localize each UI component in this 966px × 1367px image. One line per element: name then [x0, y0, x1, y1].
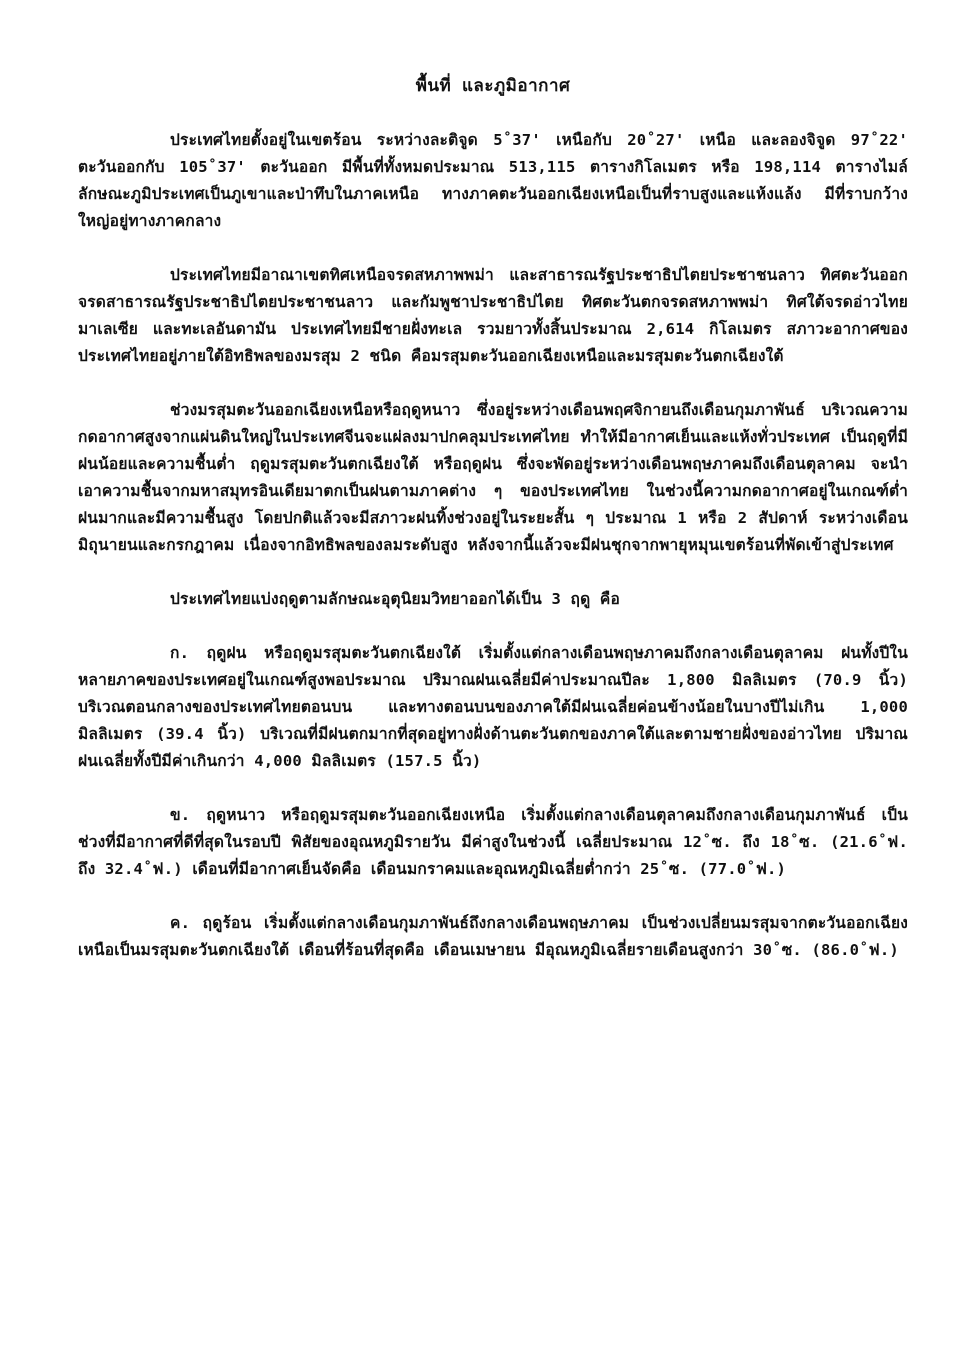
paragraph-monsoons: ช่วงมรสุมตะวันออกเฉียงเหนือหรือฤดูหนาว ซึ่งอยู่ระหว่างเดือนพฤศจิกายนถึงเดือนกุมภาพันธ์ บริเวณความกดอากาศสูงจากแผ่นดินใหญ่ในประเทศจีนจะแผ่ลงมาปกคลุมประเทศไทย ทำให้มีอากาศเย็นและแห้งทั่วประเทศ เป็นฤดูที่มีฝนน้อยและความชื้นต่ำ ฤดูมรสุมตะวันตกเฉียงใต้ หรือฤดูฝน ซึ่งจะพัดอยู่ระหว่างเดือนพฤษภาคมถึงเดือนตุลาคม จะนำเอาความชื้นจากมหาสมุทรอินเดียมาตกเป็นฝนตามภาคต่าง ๆ ของประเทศไทย ในช่วงนี้ความกดอากาศอยู่ในเกณฑ์ต่ำ ฝนมากและมีความชื้นสูง โดยปกติแล้วจะมีสภาวะฝนทิ้งช่วงอยู่ในระยะสั้น ๆ ประมาณ 1 หรือ 2 สัปดาห์ ระหว่างเดือนมิถุนายนและกรกฎาคม เนื่องจากอิทธิพลของลมระดับสูง หลังจากนี้แล้วจะมีฝนชุกจากพายุหมุนเขตร้อนที่พัดเข้าสู่ประเทศ — [78, 401, 908, 554]
document-title: พื้นที่ และภูมิอากาศ — [415, 76, 571, 96]
paragraph-location: ประเทศไทยตั้งอยู่ในเขตร้อน ระหว่างละติจูด 5˚37' เหนือกับ 20˚27' เหนือ และลองจิจูด 97˚22' ตะวันออกกับ 105˚37' ตะวันออก มีพื้นที่ทั้งหมดประมาณ 513,115 ตารางกิโลเมตร หรือ 198,114 ตารางไมล์ ลักษณะภูมิประเทศเป็นภูเขาและป่าทึบในภาคเหนือ ทางภาคตะวันออกเฉียงเหนือเป็นที่ราบสูงและแห้งแล้ง มีที่ราบกว้างใหญ่อยู่ทางภาคกลาง — [78, 131, 908, 230]
season-rainy: ก. ฤดูฝน หรือฤดูมรสุมตะวันตกเฉียงใต้ เริ่มตั้งแต่กลางเดือนพฤษภาคมถึงกลางเดือนตุลาคม ฝนทั้งปีในหลายภาคของประเทศอยู่ในเกณฑ์สูงพอประมาณ ปริมาณฝนเฉลี่ยมีค่าประมาณปีละ 1,800 มิลลิเมตร (70.9 นิ้ว) บริเวณตอนกลางของประเทศไทยตอนบน และทางตอนบนของภาคใต้มีฝนเฉลี่ยค่อนข้างน้อยในบางปีไม่เกิน 1,000 มิลลิเมตร (39.4 นิ้ว) บริเวณที่มีฝนตกมากที่สุดอยู่ทางฝั่งด้านตะวันตกของภาคใต้และตามชายฝั่งของอ่าวไทย ปริมาณฝนเฉลี่ยทั้งปีมีค่าเกินกว่า 4,000 มิลลิเมตร (157.5 นิ้ว) — [78, 644, 908, 770]
paragraph-borders: ประเทศไทยมีอาณาเขตทิศเหนือจรดสหภาพพม่า และสาธารณรัฐประชาธิปไตยประชาชนลาว ทิศตะวันออกจรดสาธารณรัฐประชาธิปไตยประชาชนลาว และกัมพูชาประชาธิปไตย ทิศตะวันตกจรดสหภาพพม่า ทิศใต้จรดอ่าวไทย มาเลเซีย และทะเลอันดามัน ประเทศไทยมีชายฝั่งทะเล รวมยาวทั้งสิ้นประมาณ 2,614 กิโลเมตร สภาวะอากาศของประเทศไทยอยู่ภายใต้อิทธิพลของมรสุม 2 ชนิด คือมรสุมตะวันออกเฉียงเหนือและมรสุมตะวันตกเฉียงใต้ — [78, 266, 908, 365]
paragraph-seasons-intro: ประเทศไทยแบ่งฤดูตามลักษณะอุตุนิยมวิทยาออกได้เป็น 3 ฤดู คือ — [170, 590, 621, 608]
season-winter: ข. ฤดูหนาว หรือฤดูมรสุมตะวันออกเฉียงเหนือ เริ่มตั้งแต่กลางเดือนตุลาคมถึงกลางเดือนกุมภาพันธ์ เป็นช่วงที่มีอากาศที่ดีที่สุดในรอบปี พิสัยของอุณหภูมิรายวัน มีค่าสูงในช่วงนี้ เฉลี่ยประมาณ 12˚ซ. ถึง 18˚ซ. (21.6˚ฟ. ถึง 32.4˚ฟ.) เดือนที่มีอากาศเย็นจัดคือ เดือนมกราคมและอุณหภูมิเฉลี่ยต่ำกว่า 25˚ซ. (77.0˚ฟ.) — [78, 806, 908, 878]
season-summer: ค. ฤดูร้อน เริ่มตั้งแต่กลางเดือนกุมภาพันธ์ถึงกลางเดือนพฤษภาคม เป็นช่วงเปลี่ยนมรสุมจากตะวันออกเฉียงเหนือเป็นมรสุมตะวันตกเฉียงใต้ เดือนที่ร้อนที่สุดคือ เดือนเมษายน มีอุณหภูมิเฉลี่ยรายเดือนสูงกว่า 30˚ซ. (86.0˚ฟ.) — [78, 914, 908, 959]
